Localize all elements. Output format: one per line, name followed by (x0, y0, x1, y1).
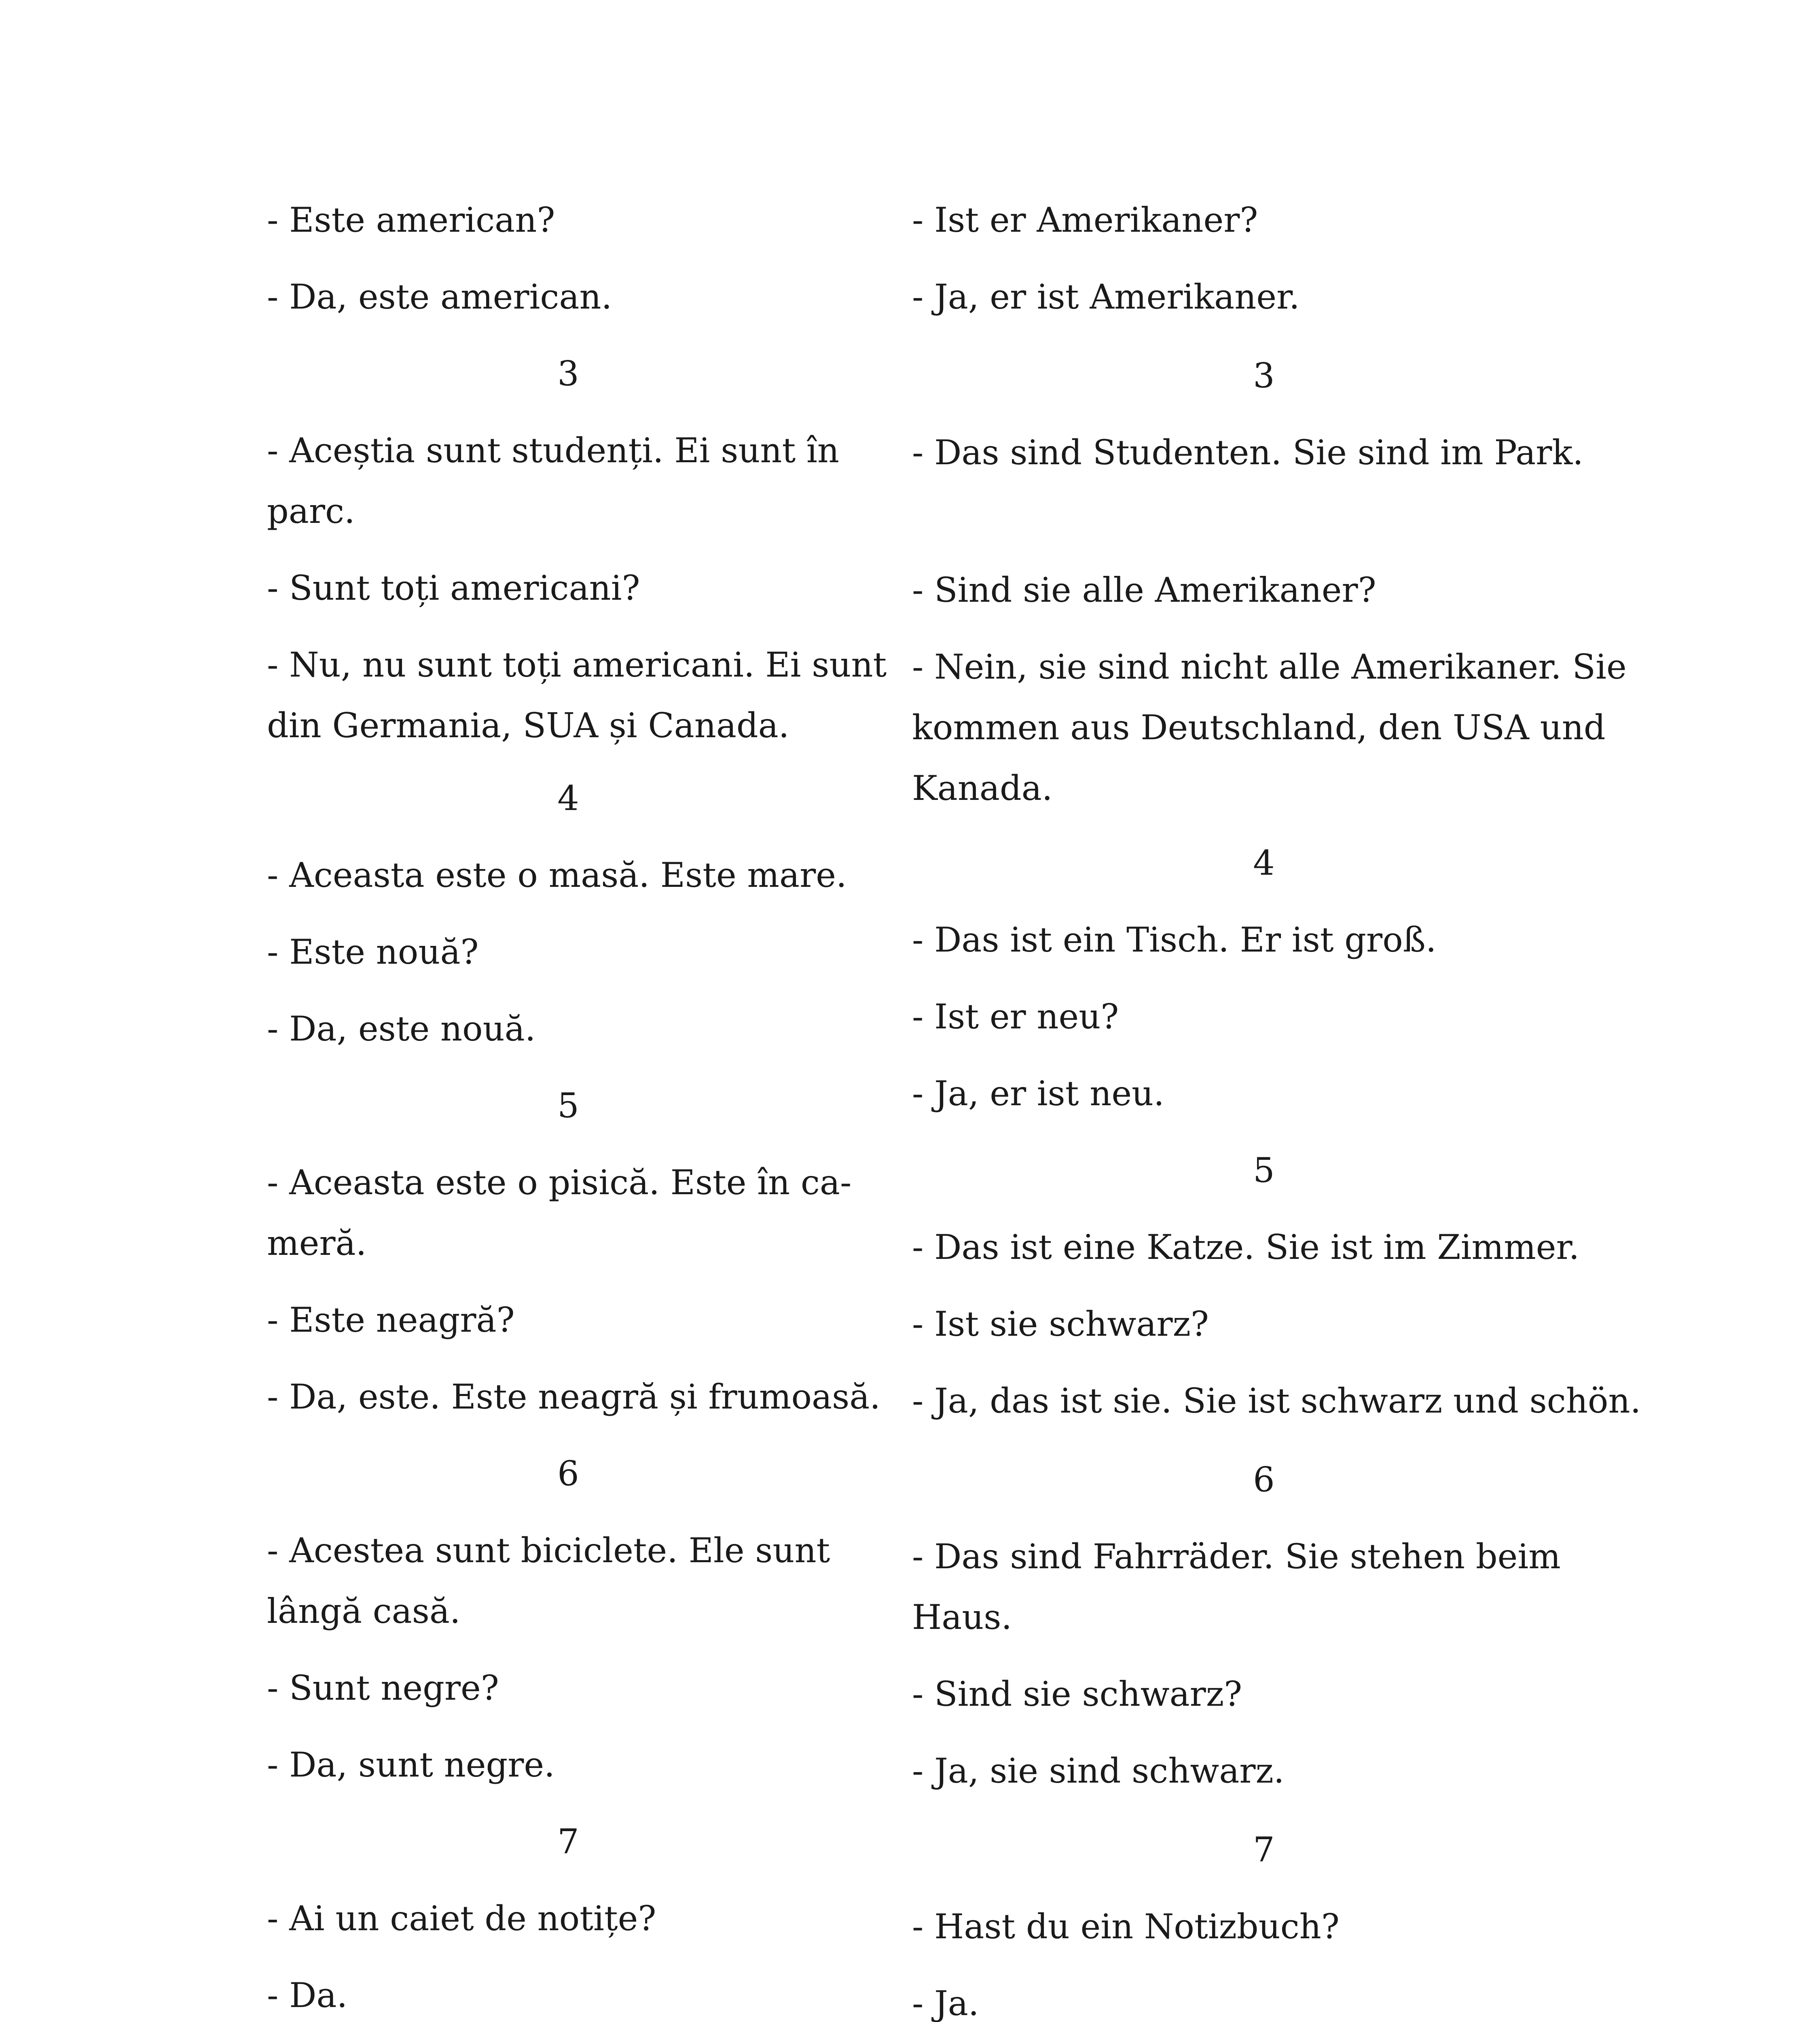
left-text-line: - Da, sunt negre. (267, 1745, 555, 1785)
right-text-line: - Ist er neu? (912, 997, 1119, 1036)
right-text-line: - Das ist ein Tisch. Er ist groß. (912, 920, 1437, 960)
right-text-line: Haus. (912, 1597, 1012, 1637)
right-text-line: - Sind sie alle Amerikaner? (912, 570, 1376, 610)
left-text-line: lângă casă. (267, 1591, 461, 1631)
left-text-line: - Este neagră? (267, 1300, 515, 1340)
right-text-line: - Ist sie schwarz? (912, 1304, 1209, 1344)
right-text-line: - Sind sie schwarz? (912, 1674, 1242, 1714)
right-text-line: - Ja, sie sind schwarz. (912, 1751, 1285, 1791)
left-text-line: - Acestea sunt biciclete. Ele sunt (267, 1531, 830, 1570)
right-dialogue-number: 4 (1253, 843, 1275, 883)
right-text-line: - Ja, er ist Amerikaner. (912, 277, 1300, 317)
left-text-line: din Germania, SUA și Canada. (267, 706, 789, 745)
left-text-line: - Este american? (267, 200, 555, 240)
left-dialogue-number: 6 (557, 1454, 579, 1493)
right-text-line: - Ja, er ist neu. (912, 1074, 1164, 1113)
right-text-line: - Nein, sie sind nicht alle Amerikaner. Sie (912, 647, 1627, 687)
left-text-line: - Aceasta este o masă. Este mare. (267, 855, 847, 895)
right-text-line: - Ja. (912, 1984, 979, 2022)
right-text-line: - Hast du ein Notizbuch? (912, 1907, 1340, 1946)
right-dialogue-number: 6 (1253, 1460, 1275, 1500)
right-dialogue-number: 3 (1253, 356, 1275, 396)
right-text-line: - Das ist eine Katze. Sie ist im Zimmer. (912, 1227, 1580, 1267)
left-text-line: parc. (267, 491, 355, 531)
right-dialogue-number: 5 (1253, 1151, 1275, 1190)
left-text-line: - Aceștia sunt studenți. Ei sunt în (267, 431, 839, 470)
left-text-line: - Sunt toți americani? (267, 568, 640, 608)
left-text-line: - Da, este. Este neagră și frumoasă. (267, 1377, 881, 1417)
right-dialogue-number: 7 (1253, 1830, 1275, 1870)
left-dialogue-number: 4 (557, 778, 579, 818)
left-text-line: - Ai un caiet de notițe? (267, 1899, 656, 1938)
right-text-line: kommen aus Deutschland, den USA und (912, 708, 1606, 747)
left-text-line: - Este nouă? (267, 932, 479, 972)
right-text-line: - Ja, das ist sie. Sie ist schwarz und schön. (912, 1381, 1641, 1421)
left-dialogue-number: 5 (557, 1086, 579, 1125)
right-text-line: - Das sind Studenten. Sie sind im Park. (912, 433, 1583, 472)
left-text-line: - Sunt negre? (267, 1668, 499, 1708)
left-text-line: - Da, este nouă. (267, 1009, 536, 1049)
left-text-line: - Da, este american. (267, 277, 612, 317)
right-text-line: - Das sind Fahrräder. Sie stehen beim (912, 1537, 1561, 1576)
right-text-line: - Ist er Amerikaner? (912, 200, 1258, 240)
left-text-line: meră. (267, 1223, 367, 1263)
left-text-line: - Da. (267, 1975, 348, 2015)
right-text-line: Kanada. (912, 768, 1053, 808)
left-dialogue-number: 3 (557, 354, 579, 393)
left-dialogue-number: 7 (557, 1822, 579, 1861)
left-text-line: - Aceasta este o pisică. Este în ca- (267, 1163, 852, 1202)
left-text-line: - Nu, nu sunt toți americani. Ei sunt (267, 645, 887, 685)
